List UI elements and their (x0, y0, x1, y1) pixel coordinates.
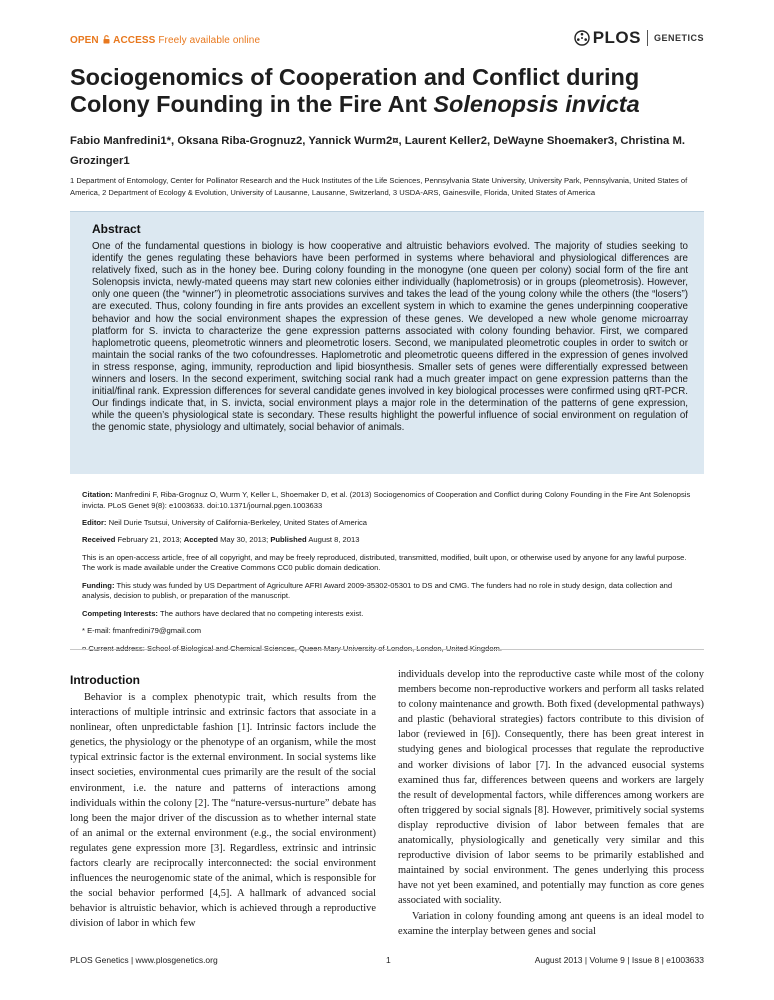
intro-paragraph-continued: individuals develop into the reproductive caste while most of the colony members become non-reproductive workers and perform all tasks related to colony maintenance and growth. Both fixed (developmental pathways) and plastic (behavioral strategies) factors contribute to this division of labor (reviewed in [6]). Consequently, there has been great interest in studying genes and biological processes that regulate the reproductive and worker divisions of labor [7]. In the advanced eusocial systems examined thus far, differences between queens and workers are largely the result of developmental factors, while differences among workers are often triggered by social signals [8]. However, primitively social systems display reproductive division of labor between females that are anatomically, physiologically and genetically very similar and this reproductive division of labor seems to be primarily established and maintained by social environment. The genes underlying this process have not yet been examined, and potentially may function as core genes associated with sociality. (398, 669, 704, 907)
plos-wordmark: PLOS (592, 28, 641, 47)
journal-name: GENETICS (653, 33, 704, 43)
right-column (398, 667, 704, 939)
received-label: Received (82, 535, 116, 545)
access-label: ACCESS (113, 35, 156, 46)
footer-issue: August 2013 | Volume 9 | Issue 8 | e1003633 (534, 955, 704, 965)
title-species: Solenopsis invicta (433, 91, 640, 117)
editor-text: Neil Durie Tsutsui, University of California-Berkeley, United States of America (108, 517, 368, 527)
dates (82, 535, 694, 546)
journal-logo (574, 28, 704, 48)
abstract-text: One of the fundamental questions in biology is how cooperative and altruistic behaviors evolved. The majority of studies seeking to identify the genes regulating these behaviors have been performed in systems where behavioral and physiological differences are relatively fixed, such as in the honey bee. During colony founding in the monogyne (one queen per colony) social form of the fire ant Solenopsis invicta, newly-mated queens may start new colonies either individually (haplometrosis) or in groups (pleometrosis). However, only one queen (the “winner”) in pleometrotic associations survives and takes the lead of the young colony while the others (the “losers”) are executed. Thus, colony founding in fire ants provides an excellent system in which to examine the genes underpinning cooperative behavior and how the social environment shapes the expression of these genes. We developed a new whole genome microarray platform for S. invicta to characterize the gene expression patterns associated with colony founding behavior. First, we compared haplometrotic queens, pleometrotic winners and pleometrotic losers. Second, we manipulated pleometrotic couples in order to switch or maintain the social ranks of the two cofoundresses. Haplometrotic and pleometrotic queens differed in the expression of genes involved in stress response, aging, immunity, reproduction and lipid biosynthesis. Smaller sets of genes were differentially expressed between winners and losers. In the second experiment, switching social rank had a much greater impact on gene expression patterns than the initial/final rank. Expression differences for several candidate genes involved in key biological processes were confirmed using qRT-PCR. Our findings indicate that, in S. invicta, social environment plays a major role in the determination of the patterns of gene expression, while the queen’s physiological state is secondary. These results highlight the powerful influence of social environment on regulation of the genomic state, physiology and ultimately, social behavior of animals. (92, 241, 688, 434)
funding (82, 581, 694, 602)
logo-divider (647, 30, 648, 46)
editor (82, 518, 694, 529)
divider (70, 649, 704, 650)
affiliations: 1 Department of Entomology, Center for Pollinator Research and the Huck Institutes of the Life Sciences, Pennsylvania State University, University Park, Pennsylvania, United States of America, 2 Department of Ecology & Evolution, University of Lausanne, Lausanne, Switzerland, 3 USDA-ARS, Gainesville, Florida, United States of America (70, 176, 688, 197)
page-number: 1 (386, 955, 391, 965)
intro-paragraph: Variation in colony founding among ant queens is an ideal model to examine the interplay between genes and social (398, 910, 704, 937)
published-label: Published (270, 535, 307, 545)
open-lock-icon (103, 35, 110, 44)
plos-logo-icon (574, 30, 590, 46)
title-text: Sociogenomics of Cooperation and Conflict during Colony Founding in the Fire Ant (70, 64, 640, 117)
funding-label: Funding: (82, 580, 115, 590)
abstract-box (70, 211, 704, 474)
published-date: August 8, 2013 (308, 535, 360, 545)
citation-text: Manfredini F, Riba-Grognuz O, Wurm Y, Keller L, Shoemaker D, et al. (2013) Sociogenomics of Cooperation and Conflict during Colony Founding in the Fire Ant Solenopsis invicta. PLoS Genet 9(8): e1003633. doi:10.1371/journal.pgen.1003633 (82, 490, 691, 510)
email: * E-mail: fmanfredini79@gmail.com (82, 626, 202, 636)
open-access-banner (70, 35, 260, 46)
competing-label: Competing Interests: (82, 608, 158, 618)
citation (82, 490, 694, 511)
license: This is an open-access article, free of all copyright, and may be freely reproduced, distributed, transmitted, modified, built upon, or otherwise used by anyone for any lawful purpose. The work is made available under the Creative Commons CC0 public domain dedication. (82, 552, 687, 573)
citation-label: Citation: (82, 490, 113, 499)
received-date: February 21, 2013; (117, 535, 182, 545)
author-list: Fabio Manfredini1*, Oksana Riba-Grognuz2, Yannick Wurm2¤, Laurent Keller2, DeWayne Shoemaker3, Christina M. Grozinger1 (70, 135, 686, 167)
open-label: OPEN (70, 35, 99, 46)
article-metadata (82, 490, 694, 661)
abstract-heading: Abstract (92, 222, 141, 236)
introduction-heading: Introduction (70, 673, 140, 687)
accepted-date: May 30, 2013; (220, 535, 269, 545)
left-column (70, 690, 376, 932)
competing-text: The authors have declared that no competing interests exist. (159, 608, 364, 618)
intro-paragraph: Behavior is a complex phenotypic trait, which results from the interactions of multiple intrinsic and extrinsic factors that associate in a nonlinear, often unpredictable fashion [1]. Intrinsic factors include the genetics, the physiology or the phenotype of an organism, while the most typical extrinsic factor is the external environment. In social systems like insect societies, environmental cues primarily are the result of the social environment, i.e. the nature and patterns of interactions among individuals within the colony [2]. The “nature-versus-nurture” debate has long been the major driver of the discussion as to whether internal state of an animal or the external environment (e.g., the social environment) regulates gene expression more [3]. Regardless, extrinsic and intrinsic factors clearly are reciprocally interconnected: the social environment influences the neurogenomic state of the animal, which is responsible for the social behavior performed [4,5]. A hallmark of advanced social behavior is altruistic behavior, which is achieved through a reproductive division of labor in which few (70, 692, 376, 930)
funding-text: This study was funded by US Department of Agriculture AFRI Award 2009-35302-05301 to DS and CMG. The funders had no role in study design, data collection and analysis, decision to publish, or preparation of the manuscript. (82, 580, 673, 601)
competing-interests (82, 609, 694, 620)
editor-label: Editor: (82, 517, 107, 527)
free-label: Freely available online (158, 35, 261, 46)
article-title (70, 64, 710, 118)
footer-journal: PLOS Genetics | www.plosgenetics.org (70, 955, 218, 965)
journal-header (70, 28, 704, 54)
accepted-label: Accepted (183, 535, 218, 545)
